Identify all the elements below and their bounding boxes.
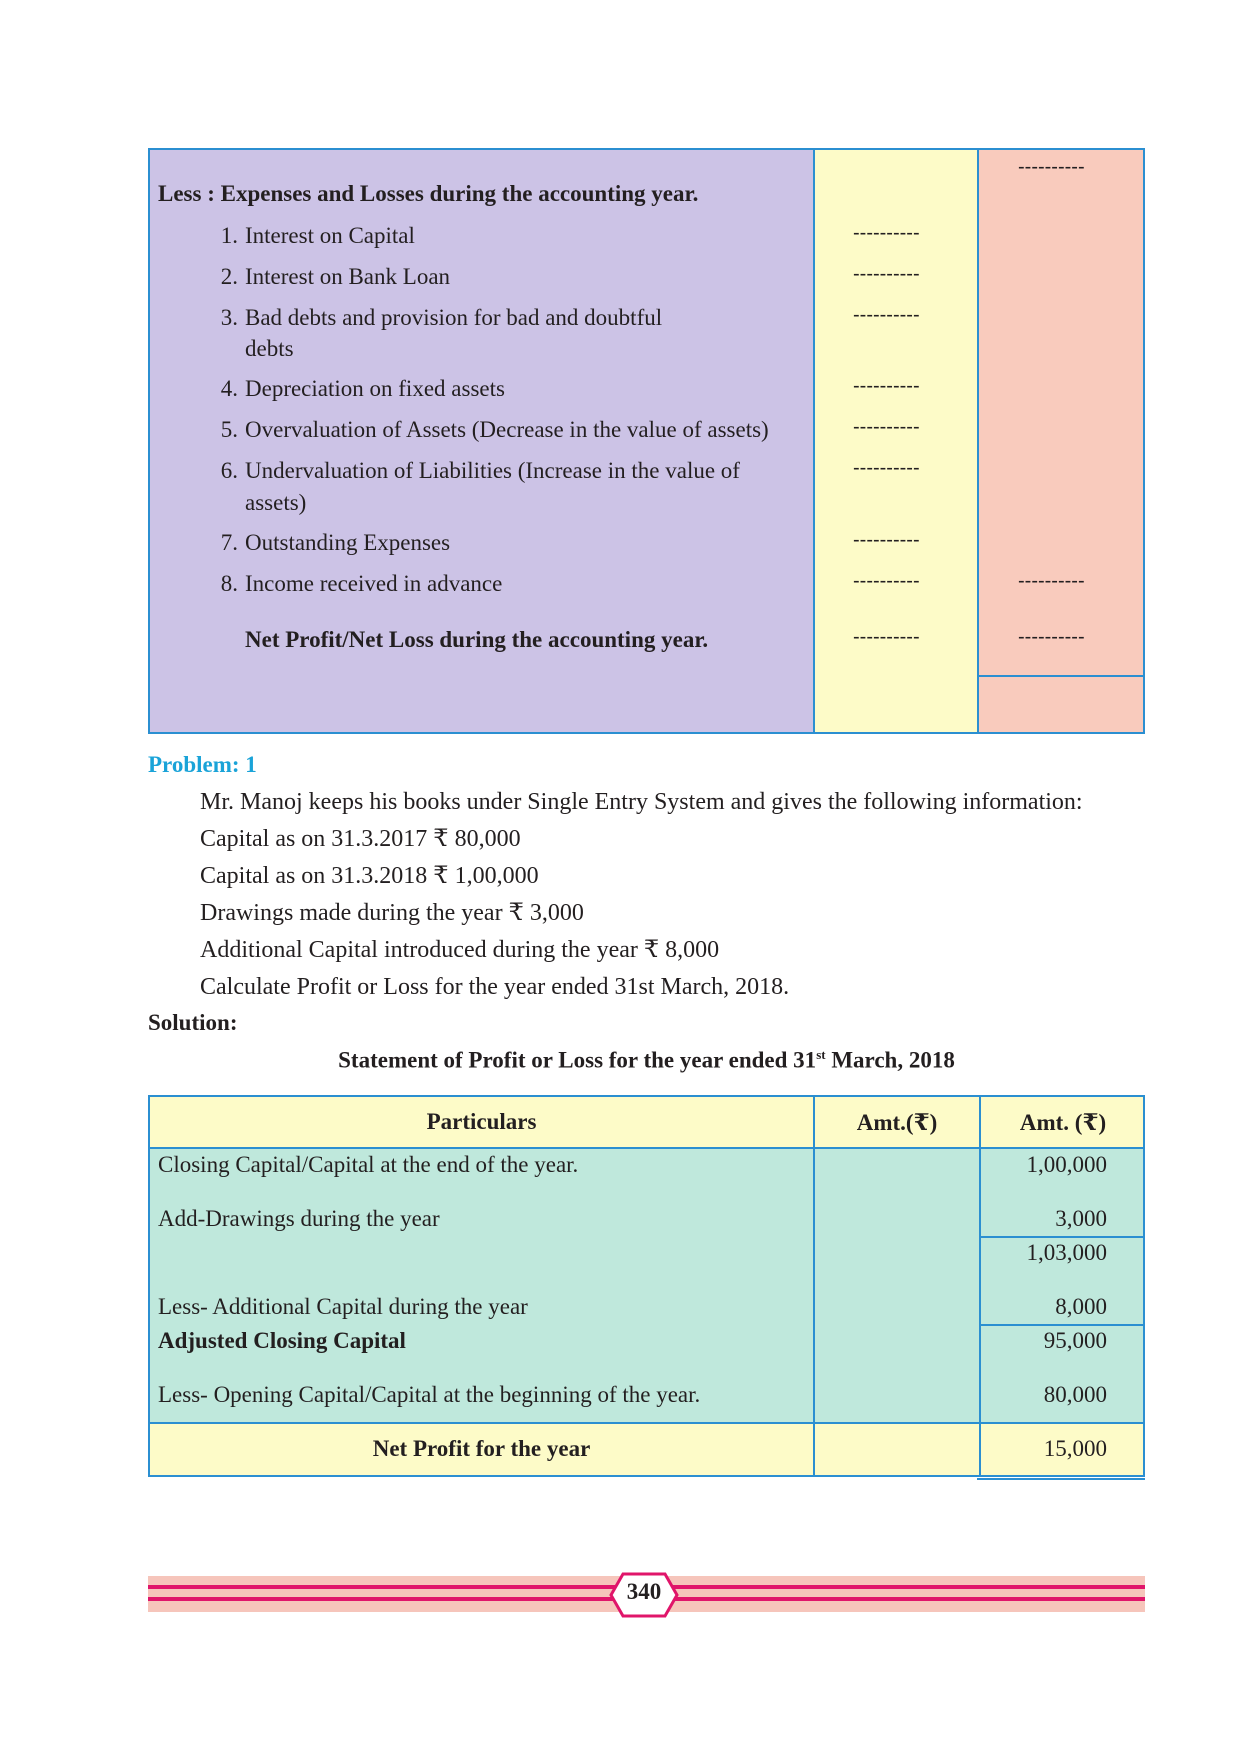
amount-placeholder: ---------- <box>853 222 920 244</box>
amount-placeholder: ---------- <box>853 416 920 438</box>
item-text: Overvaluation of Assets (Decrease in the value of assets) <box>245 417 769 442</box>
item-text: Depreciation on fixed assets <box>245 376 505 401</box>
item-number: 4. <box>220 376 238 401</box>
double-underline <box>977 1478 1145 1480</box>
amount-placeholder: ---------- <box>1018 570 1085 592</box>
additional-capital-amount: 8,000 <box>1055 1294 1107 1319</box>
problem-line: Additional Capital introduced during the year ₹ 8,000 <box>200 937 720 963</box>
particulars-column <box>150 150 813 732</box>
amount-placeholder: ---------- <box>853 304 920 326</box>
opening-capital-amount: 80,000 <box>1043 1382 1107 1407</box>
header-amount-2: Amt. (₹) <box>1019 1110 1107 1135</box>
net-total-placeholder: ---------- <box>1018 626 1085 648</box>
amount-placeholder: ---------- <box>853 263 920 285</box>
problem-title: Problem: 1 <box>148 752 257 777</box>
item-text: Income received in advance <box>245 571 503 596</box>
amount-placeholder: ---------- <box>1018 156 1085 178</box>
statement-title: Statement of Profit or Loss for the year ended 31st March, 2018 <box>338 1047 955 1073</box>
problem-line: Calculate Profit or Loss for the year ended 31st March, 2018. <box>200 974 790 1000</box>
table-footer <box>150 1424 1143 1475</box>
item-text-continued: assets) <box>245 490 307 515</box>
problem-line: Mr. Manoj keeps his books under Single Entry System and gives the following information: <box>200 789 1083 815</box>
item-number: 7. <box>220 530 238 555</box>
drawings-amount: 3,000 <box>1055 1206 1107 1231</box>
solution-label: Solution: <box>148 1010 238 1035</box>
table-body <box>150 1149 1143 1424</box>
closing-capital-amount: 1,00,000 <box>1026 1152 1107 1177</box>
profit-loss-statement-table <box>148 1095 1145 1477</box>
item-number: 2. <box>220 264 238 289</box>
problem-line: Capital as on 31.3.2017 ₹ 80,000 <box>200 826 521 852</box>
item-number: 6. <box>220 458 238 483</box>
net-profit-loss-label: Net Profit/Net Loss during the accounting year. <box>245 627 709 652</box>
additional-capital-label: Less- Additional Capital during the year <box>158 1294 528 1319</box>
page-number: 340 <box>626 1579 662 1604</box>
total-rule <box>979 675 1143 677</box>
problem-line: Capital as on 31.3.2018 ₹ 1,00,000 <box>200 863 539 889</box>
subtotal-rule <box>979 1236 1143 1238</box>
amount-placeholder: ---------- <box>853 375 920 397</box>
item-text: Interest on Bank Loan <box>245 264 451 289</box>
adjusted-closing-capital-amount: 95,000 <box>1043 1328 1107 1353</box>
column-divider <box>813 1097 815 1475</box>
header-amount-1: Amt.(₹) <box>856 1110 938 1135</box>
column-divider <box>979 1097 981 1475</box>
amount-placeholder: ---------- <box>853 570 920 592</box>
item-text-continued: debts <box>245 336 294 361</box>
problem-line: Drawings made during the year ₹ 3,000 <box>200 900 584 926</box>
item-text: Outstanding Expenses <box>245 530 451 555</box>
subtotal-rule <box>979 1324 1143 1326</box>
item-text: Bad debts and provision for bad and doubtful <box>245 305 663 330</box>
item-number: 3. <box>220 305 238 330</box>
closing-capital-label: Closing Capital/Capital at the end of the year. <box>158 1152 579 1177</box>
opening-capital-label: Less- Opening Capital/Capital at the beginning of the year. <box>158 1382 701 1407</box>
item-number: 5. <box>220 417 238 442</box>
subtotal-amount: 1,03,000 <box>1026 1240 1107 1265</box>
adjusted-closing-capital-label: Adjusted Closing Capital <box>158 1328 406 1353</box>
net-profit-label: Net Profit for the year <box>372 1436 591 1461</box>
item-number: 8. <box>220 571 238 596</box>
expenses-losses-table <box>148 148 1145 734</box>
item-text: Undervaluation of Liabilities (Increase in the value of <box>245 458 740 483</box>
net-profit-amount: 15,000 <box>1043 1436 1107 1461</box>
net-amount-placeholder: ---------- <box>853 626 920 648</box>
less-expenses-heading: Less : Expenses and Losses during the accounting year. <box>158 181 699 206</box>
header-particulars: Particulars <box>426 1109 537 1134</box>
item-text: Interest on Capital <box>245 223 415 248</box>
item-number: 1. <box>220 223 238 248</box>
amount-placeholder: ---------- <box>853 529 920 551</box>
drawings-label: Add-Drawings during the year <box>158 1206 440 1231</box>
table-header <box>150 1097 1143 1149</box>
amount-placeholder: ---------- <box>853 457 920 479</box>
